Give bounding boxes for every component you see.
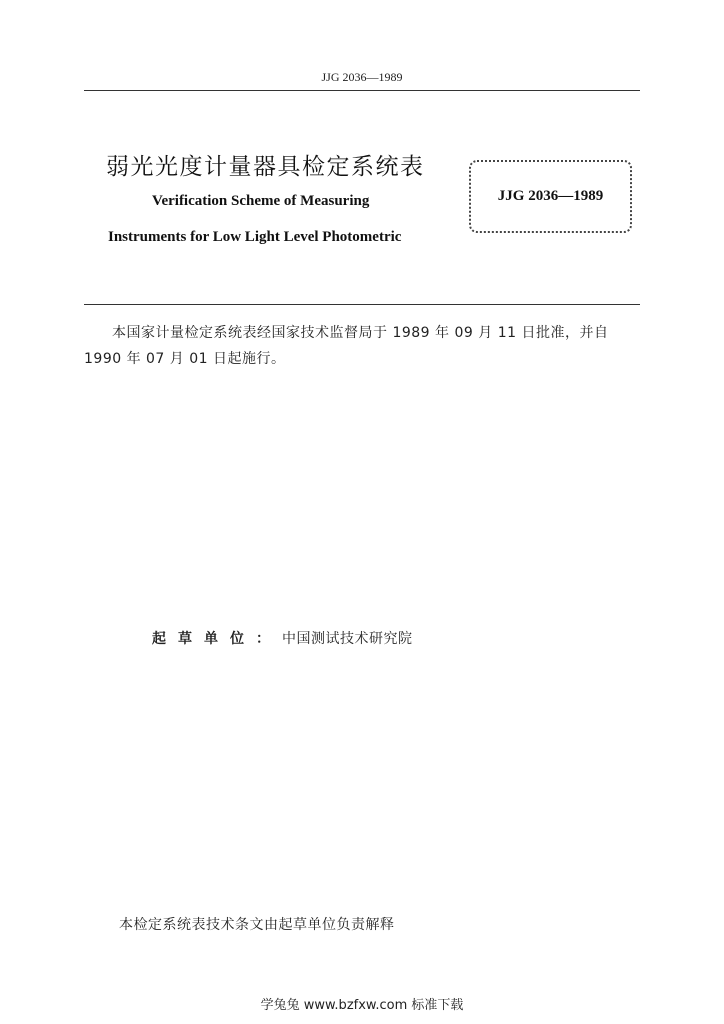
standard-code-box — [469, 160, 632, 233]
approval-paragraph: 本国家计量检定系统表经国家技术监督局于 1989 年 09 月 11 日批准，并自 1990 年 07 月 01 日起施行。 — [84, 325, 609, 367]
middle-divider — [84, 304, 640, 305]
watermark-text: 学兔兔 www.bzfxw.com 标准下载 — [260, 998, 464, 1013]
header-standard-code: JJG 2036—1989 — [321, 70, 403, 84]
document-title-chinese: 弱光光度计量器具检定系统表 — [106, 154, 425, 180]
drafting-unit — [152, 628, 413, 648]
drafting-unit-label: 起草单位： — [152, 631, 282, 647]
interpretation-note: 本检定系统表技术条文由起草单位负责解释 — [119, 917, 395, 933]
standard-code-box-text: JJG 2036—1989 — [497, 188, 604, 204]
document-title-english-line1: Verification Scheme of Measuring — [152, 193, 370, 209]
drafting-unit-organization: 中国测试技术研究院 — [282, 631, 413, 647]
top-divider — [84, 90, 640, 91]
document-title-english-line2: Instruments for Low Light Level Photometric — [108, 229, 402, 245]
